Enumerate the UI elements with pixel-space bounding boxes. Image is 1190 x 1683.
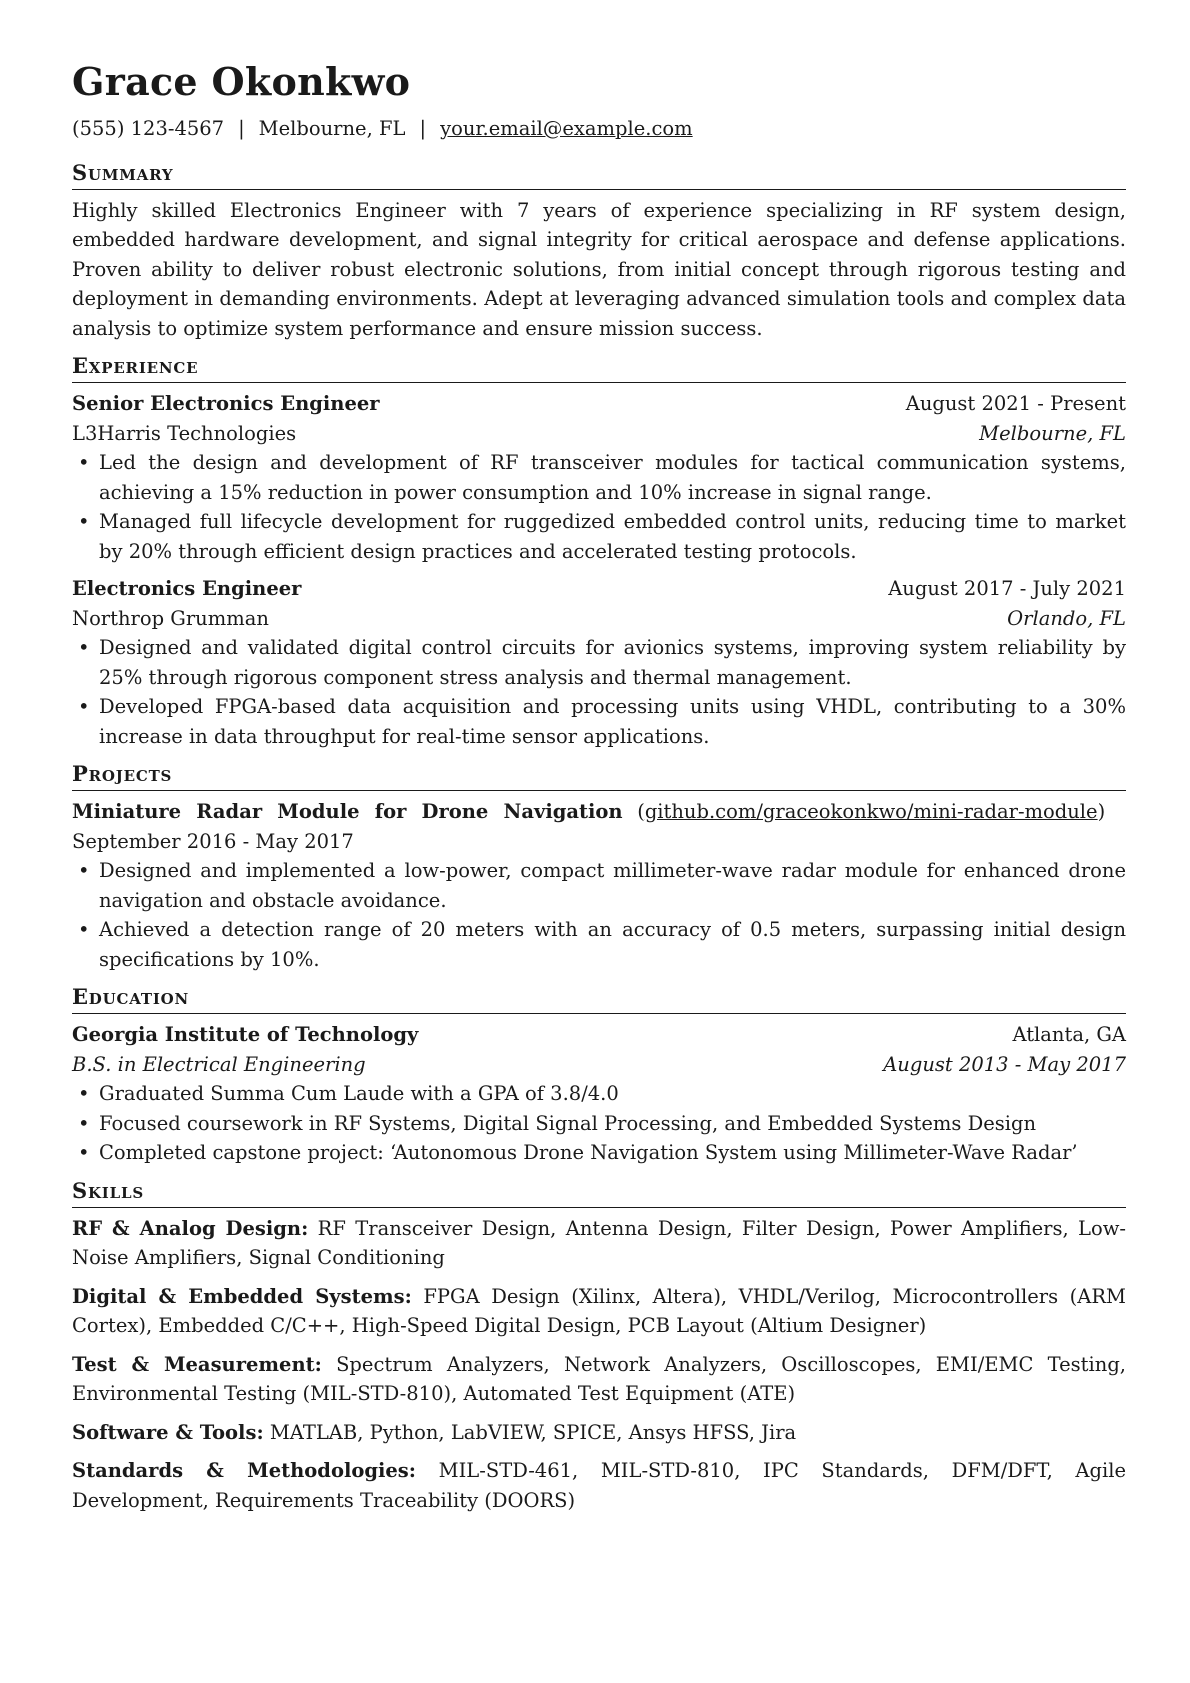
bullet-item: • Achieved a detection range of 20 meters with an accuracy of 0.5 meters, surpassing initial design specifications by 10%.: [72, 915, 1126, 974]
bullet-item: • Managed full lifecycle development for ruggedized embedded control units, reducing time to market by 20% through efficient design practices and accelerated testing protocols.: [72, 507, 1126, 566]
location: Melbourne, FL: [258, 117, 406, 140]
job-company-row: [72, 419, 1126, 449]
section-title-projects: Projects: [72, 759, 1126, 791]
job-location: Orlando, FL: [1007, 606, 1126, 630]
section-title-summary: Summary: [72, 158, 1126, 190]
project-dates: September 2016 - May 2017: [72, 829, 354, 853]
skill-value: MATLAB, Python, LabVIEW, SPICE, Ansys HFSS, Jira: [269, 1420, 797, 1444]
skill-group: [72, 1418, 1126, 1448]
bullet-item: • Completed capstone project: ‘Autonomous Drone Navigation System using Millimeter-Wave Radar’: [72, 1138, 1126, 1168]
skill-label: Software & Tools:: [72, 1420, 264, 1444]
education-bullets: [72, 1079, 1126, 1168]
bullet-item: • Focused coursework in RF Systems, Digital Signal Processing, and Embedded Systems Design: [72, 1109, 1126, 1139]
skill-value: FPGA Design (Xilinx, Altera), VHDL/Verilog, Microcontrollers (ARM Cortex), Embedded C/C++, High-Speed Digital Design, PCB Layout (Altium Designer): [72, 1284, 1126, 1337]
project-name: Miniature Radar Module for Drone Navigation: [72, 800, 623, 823]
summary-text: Highly skilled Electronics Engineer with 7 years of experience specializing in RF system design, embedded hardware development, and signal integrity for critical aerospace and defense applications. Proven ability to deliver robust electronic solutions, from initial concept through rigorous testing and deployment in demanding environments. Adept at leveraging advanced simulation tools and complex data analysis to optimize system performance and ensure mission success.: [72, 198, 1126, 340]
job-company: L3Harris Technologies: [72, 421, 297, 445]
skill-label: Standards & Methodologies:: [72, 1459, 416, 1482]
section-title-skills: Skills: [72, 1176, 1126, 1208]
section-title-education: Education: [72, 982, 1126, 1014]
bullet-item: • Designed and validated digital control circuits for avionics systems, improving system reliability by 25% through rigorous component stress analysis and thermal management.: [72, 633, 1126, 692]
skill-value: MIL-STD-461, MIL-STD-810, IPC Standards, DFM/DFT, Agile Development, Requirements Traceability (DOORS): [72, 1459, 1126, 1512]
contact-separator: |: [419, 117, 427, 140]
job-header-row: [72, 574, 1126, 604]
skill-value: Spectrum Analyzers, Network Analyzers, Oscilloscopes, EMI/EMC Testing, Environmental Testing (MIL-STD-810), Automated Test Equipment (ATE): [72, 1352, 1126, 1405]
job-bullets: [72, 633, 1126, 751]
job-company: Northrop Grumman: [72, 606, 269, 630]
education-dates: August 2013 - May 2017: [883, 1052, 1126, 1076]
skill-group: [72, 1456, 1126, 1515]
contact-line: [72, 114, 1126, 144]
skill-label: Test & Measurement:: [72, 1352, 322, 1376]
bullet-item: • Designed and implemented a low-power, compact millimeter-wave radar module for enhanced drone navigation and obstacle avoidance.: [72, 856, 1126, 915]
job-role: Senior Electronics Engineer: [72, 392, 380, 415]
project-header: Miniature Radar Module for Drone Navigation (github.com/graceokonkwo/mini-radar-module) September 2016 - May 2017: [72, 800, 1126, 853]
email-link[interactable]: your.email@example.com: [440, 117, 693, 140]
skill-group: [72, 1282, 1126, 1341]
job-company-row: [72, 604, 1126, 634]
project-bullets: [72, 856, 1126, 974]
school-location: Atlanta, GA: [1012, 1023, 1126, 1046]
job-role: Electronics Engineer: [72, 577, 302, 600]
bullet-item: • Graduated Summa Cum Laude with a GPA of 3.8/4.0: [72, 1079, 1126, 1109]
experience-entry: [72, 389, 1126, 566]
skill-label: Digital & Embedded Systems:: [72, 1284, 412, 1308]
project-link[interactable]: github.com/graceokonkwo/mini-radar-module: [644, 800, 1098, 823]
section-title-experience: Experience: [72, 351, 1126, 383]
school-name: Georgia Institute of Technology: [72, 1023, 419, 1046]
skill-label: RF & Analog Design:: [72, 1216, 309, 1240]
job-dates: August 2017 - July 2021: [888, 577, 1126, 600]
candidate-name: Grace Okonkwo: [72, 59, 411, 104]
degree-row: [72, 1050, 1126, 1080]
job-header-row: [72, 389, 1126, 419]
job-dates: August 2021 - Present: [905, 392, 1126, 415]
job-location: Melbourne, FL: [979, 421, 1126, 445]
education-entry: [72, 1020, 1126, 1168]
skill-group: [72, 1350, 1126, 1409]
skill-value: RF Transceiver Design, Antenna Design, Filter Design, Power Amplifiers, Low-Noise Amplifiers, Signal Conditioning: [72, 1216, 1126, 1269]
project-entry: [72, 797, 1126, 974]
school-row: [72, 1020, 1126, 1050]
bullet-item: • Led the design and development of RF transceiver modules for tactical communication systems, achieving a 15% reduction in power consumption and 10% increase in signal range.: [72, 448, 1126, 507]
experience-entry: [72, 574, 1126, 751]
skill-group: [72, 1214, 1126, 1273]
job-bullets: [72, 448, 1126, 566]
bullet-item: • Developed FPGA-based data acquisition and processing units using VHDL, contributing to a 30% increase in data throughput for real-time sensor applications.: [72, 692, 1126, 751]
contact-separator: |: [238, 117, 245, 140]
phone-number: (555) 123-4567: [72, 117, 225, 140]
degree: B.S. in Electrical Engineering: [72, 1052, 366, 1076]
